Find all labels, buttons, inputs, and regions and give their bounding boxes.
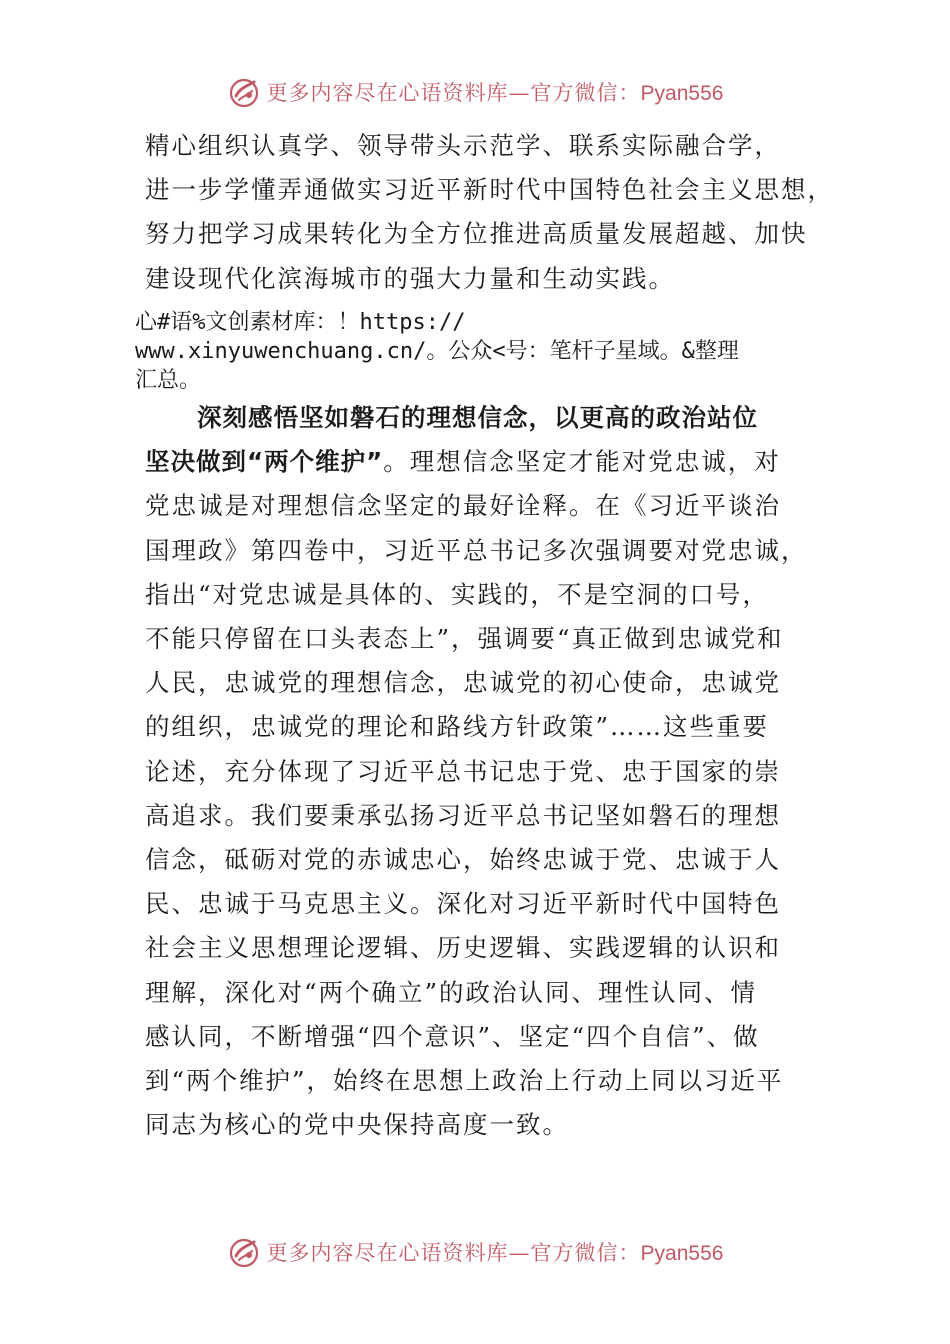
paragraph-line: 理解，深化对“两个确立”的政治认同、理性认同、情 [145,977,758,1007]
paragraph-1 [145,124,835,301]
banner-label: 更多内容尽在心语资料库—官方微信： [266,1241,641,1265]
banner-wechat-id: Pyan556 [640,82,724,105]
paragraph-line: 同志为核心的党中央保持高度一致。 [145,1110,569,1140]
header-banner [0,70,950,114]
banner-wechat-id: Pyan556 [640,1242,724,1265]
paragraph-line: 努力把学习成果转化为全方位推进高质量发展超越、加快 [145,219,808,249]
paragraph-line: 不能只停留在口头表态上”，强调要“真正做到忠诚党和 [145,624,784,654]
brand-logo-icon [227,74,263,110]
promo-line: 汇总。 [135,368,202,393]
paragraph-line: 论述，充分体现了习近平总书记忠于党、忠于国家的崇 [145,756,781,786]
paragraph-line: 建设现代化滨海城市的强大力量和生动实践。 [145,263,675,293]
paragraph-line: 党忠诚是对理想信念坚定的最好诠释。在《习近平谈治 [145,491,781,521]
banner-text [267,1237,724,1267]
paragraph-line: 高追求。我们要秉承弘扬习近平总书记坚如磐石的理想 [145,800,781,830]
paragraph-line [145,440,835,484]
paragraph-line: 信念，砥砺对党的赤诚忠心，始终忠诚于党、忠诚于人 [145,845,781,875]
paragraph-line: 到“两个维护”，始终在思想上政治上行动上同以习近平 [145,1066,784,1096]
paragraph-line: 社会主义思想理论逻辑、历史逻辑、实践逻辑的认识和 [145,933,781,963]
promo-line: 心#语%文创素材库：！https:// [135,310,466,335]
banner-label: 更多内容尽在心语资料库—官方微信： [266,81,641,105]
banner [227,1234,724,1270]
banner [227,74,724,110]
paragraph-line: 人民，忠诚党的理想信念，忠诚党的初心使命，忠诚党 [145,668,781,698]
footer-banner [0,1230,950,1274]
paragraph-line: 民、忠诚于马克思主义。深化对习近平新时代中国特色 [145,889,781,919]
paragraph-line: 的组织，忠诚党的理论和路线方针政策”……这些重要 [145,712,770,742]
paragraph-line: 进一步学懂弄通做实习近平新时代中国特色社会主义思想， [145,175,834,205]
banner-text [267,77,724,107]
paragraph-text: 。理想信念坚定才能对党忠诚，对 [383,447,781,477]
promo-line: www.xinyuwenchuang.cn/。公众<号：笔杆子星域。&整理 [135,339,739,364]
paragraph-line: 指出“对党忠诚是具体的、实践的，不是空洞的口号， [145,579,770,609]
paragraph-heading-cont: 坚决做到“两个维护” [145,447,384,477]
paragraph-line: 国理政》第四卷中，习近平总书记多次强调要对党忠诚， [145,535,808,565]
paragraph-heading: 深刻感悟坚如磐石的理想信念，以更高的政治站位 [197,403,758,432]
paragraph-line: 感认同，不断增强“四个意识”、坚定“四个自信”、做 [145,1021,760,1051]
brand-logo-icon [227,1234,263,1270]
paragraph-2 [145,396,835,1147]
promo-text [135,308,835,395]
paragraph-line: 精心组织认真学、领导带头示范学、联系实际融合学， [145,131,781,160]
